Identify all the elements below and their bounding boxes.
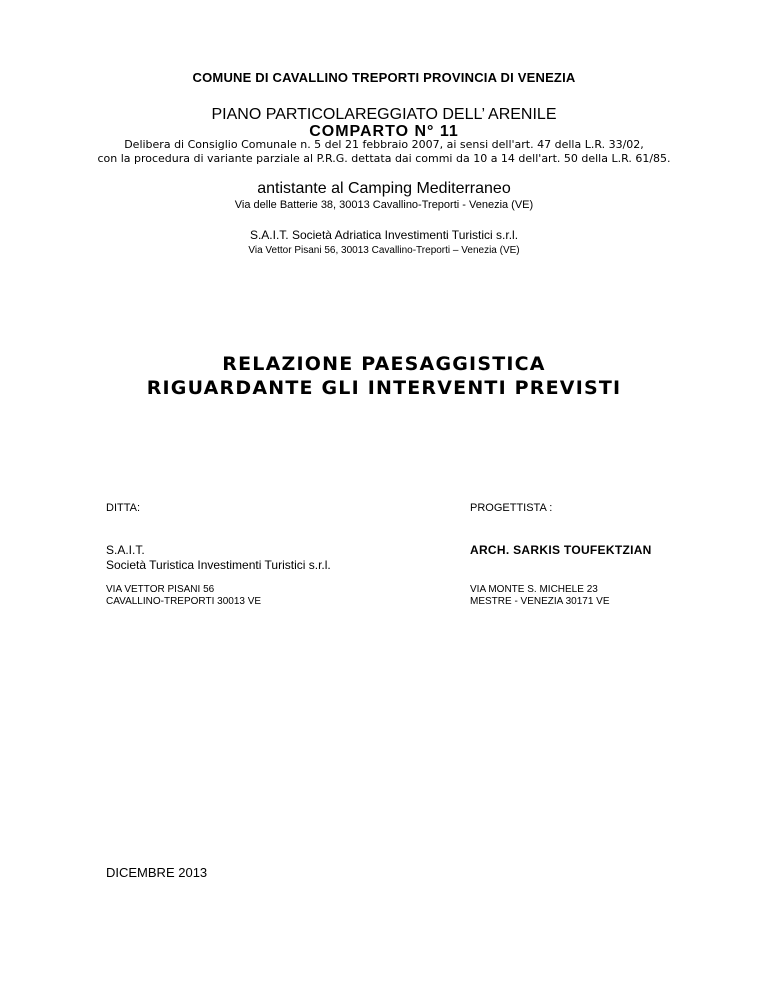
client-full-name: Società Turistica Investimenti Turistici s.r.l.: [106, 558, 331, 572]
compartment-title: COMPARTO N° 11: [309, 123, 459, 140]
designer-address-line-2: MESTRE - VENEZIA 30171 VE: [470, 596, 610, 607]
municipality-heading: COMUNE DI CAVALLINO TREPORTI PROVINCIA DI VENEZIA: [192, 70, 576, 85]
plan-title: PIANO PARTICOLAREGGIATO DELL’ ARENILE: [211, 106, 557, 123]
report-title-line-2: RIGUARDANTE GLI INTERVENTI PREVISTI: [146, 377, 622, 399]
subject-title: antistante al Camping Mediterraneo: [257, 180, 511, 197]
document-date: DICEMBRE 2013: [106, 865, 208, 880]
company-name: S.A.I.T. Società Adriatica Investimenti Turistici s.r.l.: [249, 228, 519, 242]
company-address: Via Vettor Pisani 56, 30013 Cavallino-Treporti – Venezia (VE): [248, 245, 520, 256]
client-address-line-1: VIA VETTOR PISANI 56: [106, 584, 215, 595]
deliberation-line-2: con la procedura di variante parziale al P.R.G. dettata dai commi da 10 a 14 dell'art. 50 della L.R. 61/85.: [97, 152, 671, 165]
designer-address-line-1: VIA MONTE S. MICHELE 23: [470, 584, 598, 595]
client-name: S.A.I.T.: [106, 543, 145, 557]
client-label: DITTA:: [106, 502, 141, 514]
designer-name: ARCH. SARKIS TOUFEKTZIAN: [470, 543, 652, 557]
deliberation-line-1: Delibera di Consiglio Comunale n. 5 del 21 febbraio 2007, ai sensi dell'art. 47 della L.R. 33/02,: [124, 138, 644, 151]
client-address-line-2: CAVALLINO-TREPORTI 30013 VE: [106, 596, 262, 607]
designer-label: PROGETTISTA :: [470, 502, 553, 514]
subject-address: Via delle Batterie 38, 30013 Cavallino-Treporti - Venezia (VE): [234, 199, 534, 211]
report-title-line-1: RELAZIONE PAESAGGISTICA: [222, 353, 546, 375]
